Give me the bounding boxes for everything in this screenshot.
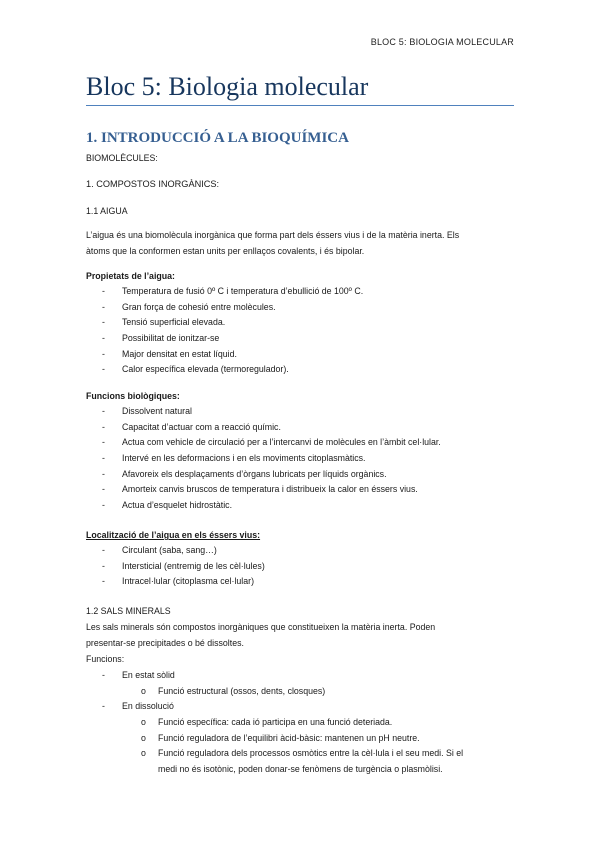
list-item xyxy=(0,482,600,498)
dash-marker: - xyxy=(102,406,105,416)
list-item xyxy=(0,699,600,715)
dash-marker: - xyxy=(102,576,105,587)
list-item-text: Circulant (saba, sang…) xyxy=(122,545,217,555)
subsection-heading-aigua: 1.1 AIGUA xyxy=(86,206,128,216)
dash-marker: - xyxy=(102,421,105,432)
sals-intro-line-1: Les sals minerals són compostos inorgàniques que constitueixen la matèria inerta. Poden xyxy=(86,622,436,632)
list-item xyxy=(0,404,600,420)
title-underline xyxy=(86,105,514,106)
list-item xyxy=(0,435,600,451)
sals-funcions-list xyxy=(0,668,600,778)
list-item xyxy=(0,284,600,300)
list-item xyxy=(0,668,600,684)
list-item xyxy=(0,300,600,316)
sals-funcions-label: Funcions: xyxy=(86,654,125,664)
list-item-text: Capacitat d’actuar com a reacció químic. xyxy=(122,421,281,432)
dash-marker: - xyxy=(102,701,105,712)
list-item xyxy=(0,451,600,467)
list-item xyxy=(0,498,600,514)
list-item-text: Actua com vehicle de circulació per a l’intercanvi de molècules en l’àmbit cel·lular. xyxy=(122,437,441,448)
aigua-intro-line-1: L’aigua és una biomolècula inorgànica que forma part dels éssers vius i de la matèria inerta. Els xyxy=(86,230,460,240)
sub-list-item-text: Funció estructural (ossos, dents, closques) xyxy=(158,685,326,696)
list-item xyxy=(0,559,600,575)
dash-marker: - xyxy=(102,670,105,680)
list-item-text: Intervé en les deformacions i en els moviments citoplasmàtics. xyxy=(122,453,366,464)
dash-marker: - xyxy=(102,500,105,511)
dash-marker: - xyxy=(102,286,105,296)
dash-marker: - xyxy=(102,560,105,571)
list-item-text: Intersticial (entremig de les cèl·lules) xyxy=(122,560,265,571)
list-item xyxy=(0,574,600,590)
list-item-text: En dissolució xyxy=(122,701,174,712)
list-item-text: Tensió superficial elevada. xyxy=(122,317,226,328)
section-subheading: BIOMOLÈCULES: xyxy=(86,153,158,163)
circle-bullet-icon: o xyxy=(141,732,146,743)
dash-marker: - xyxy=(102,437,105,448)
page-title: Bloc 5: Biologia molecular xyxy=(86,72,369,101)
sub-list-item-text: Funció específica: cada ió participa en una funció deteriada. xyxy=(158,717,393,728)
dash-marker: - xyxy=(102,545,105,555)
sub-list-item-continuation xyxy=(0,762,600,778)
list-item-text: Amorteix canvis bruscos de temperatura i distribueix la calor en éssers vius. xyxy=(122,484,418,495)
sub-list-item xyxy=(0,715,600,731)
list-item-text: Major densitat en estat líquid. xyxy=(122,348,237,359)
list-item-text: Afavoreix els desplaçaments d’òrgans lubricats per líquids orgànics. xyxy=(122,468,387,479)
sub-list-item xyxy=(0,731,600,747)
sub-list-item-text: medi no és isotònic, poden donar-se fenòmens de turgència o plasmòlisi. xyxy=(158,764,443,775)
list-item xyxy=(0,347,600,363)
dash-marker: - xyxy=(102,348,105,359)
localitzacio-list xyxy=(0,543,600,590)
list-item-text: Intracel·lular (citoplasma cel·lular) xyxy=(122,576,254,587)
part-heading: 1. COMPOSTOS INORGÀNICS: xyxy=(86,179,220,189)
list-item-text: Actua d’esquelet hidrostàtic. xyxy=(122,500,233,511)
sub-list-item-text: Funció reguladora dels processos osmòtics entre la cèl·lula i el seu medi. Si el xyxy=(158,748,464,759)
subsection-heading-sals: 1.2 SALS MINERALS xyxy=(86,606,171,616)
funcions-list xyxy=(0,404,600,514)
dash-marker: - xyxy=(102,301,105,312)
list-item xyxy=(0,331,600,347)
sub-list-item xyxy=(0,746,600,762)
list-item xyxy=(0,543,600,559)
dash-marker: - xyxy=(102,453,105,464)
dash-marker: - xyxy=(102,333,105,344)
aigua-intro-line-2: àtoms que la conformen estan units per enllaços covalents, i és bipolar. xyxy=(86,246,365,256)
dash-marker: - xyxy=(102,468,105,479)
dash-marker: - xyxy=(102,317,105,328)
list-item-text: Temperatura de fusió 0º C i temperatura d’ebullició de 100º C. xyxy=(122,286,364,296)
funcions-title: Funcions biològiques: xyxy=(86,391,180,401)
list-item-text: En estat sòlid xyxy=(122,670,175,680)
circle-bullet-icon: o xyxy=(141,717,146,728)
propietats-list xyxy=(0,284,600,378)
localitzacio-title: Localització de l’aigua en els éssers vius: xyxy=(86,530,261,540)
sub-list-item xyxy=(0,684,600,700)
list-item-text: Gran força de cohesió entre molècules. xyxy=(122,301,276,312)
list-item xyxy=(0,467,600,483)
list-item xyxy=(0,315,600,331)
sub-list-item-text: Funció reguladora de l’equilibri àcid-bàsic: mantenen un pH neutre. xyxy=(158,732,420,743)
list-item-text: Possibilitat de ionitzar-se xyxy=(122,333,220,344)
list-item-text: Calor específica elevada (termoregulador). xyxy=(122,364,289,375)
sals-intro-line-2: presentar-se precipitades o bé dissoltes. xyxy=(86,638,244,648)
section-heading: 1. INTRODUCCIÓ A LA BIOQUÍMICA xyxy=(86,130,349,146)
list-item-text: Dissolvent natural xyxy=(122,406,192,416)
circle-bullet-icon: o xyxy=(141,685,146,696)
propietats-title: Propietats de l’aigua: xyxy=(86,271,175,281)
dash-marker: - xyxy=(102,364,105,375)
list-item xyxy=(0,362,600,378)
list-item xyxy=(0,420,600,436)
circle-bullet-icon: o xyxy=(141,748,146,759)
running-header: BLOC 5: BIOLOGIA MOLECULAR xyxy=(370,37,514,47)
dash-marker: - xyxy=(102,484,105,495)
